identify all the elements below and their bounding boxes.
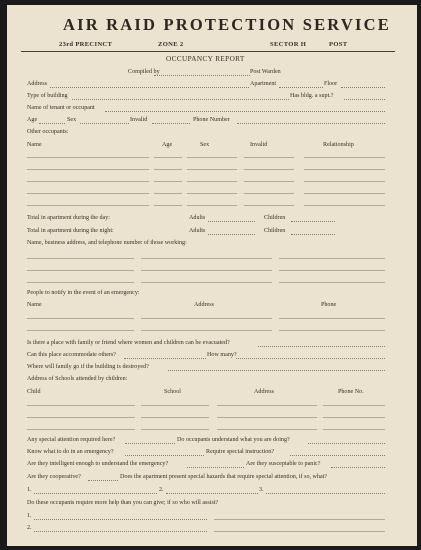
notify-line-r1-c1[interactable] [27,318,134,319]
invalid-label: Invalid [130,117,148,123]
school-line-r1-c3[interactable] [217,405,317,406]
working-label: Name, business address, and telephone number of those working: [27,240,187,246]
notify-line-r1-c3[interactable] [279,318,385,319]
destroyed-label: Where will family go if the building is destroyed? [27,364,149,370]
sector-label: SECTOR H [270,41,307,48]
tenant-name-field[interactable] [105,111,385,112]
phone-number-label: Phone Number [193,117,230,123]
working-line-r2-c2[interactable] [141,270,272,271]
occupants-header-sex: Sex [200,142,210,148]
help-2-field[interactable] [34,531,207,532]
school-line-r3-c1[interactable] [27,429,135,430]
working-line-r1-c2[interactable] [141,258,272,259]
occupant-line-r1-c2[interactable] [154,157,182,158]
help-2-label: 2. [27,525,32,531]
occupant-line-r3-c4[interactable] [244,181,294,182]
occupant-line-r2-c2[interactable] [154,169,182,170]
header-rule [21,51,395,52]
help-1-field[interactable] [34,519,207,520]
working-line-r2-c3[interactable] [279,270,385,271]
occupant-line-r4-c2[interactable] [154,193,182,194]
hazards-label: Does the apartment present special hazards that require special attention, if so, what? [120,474,328,480]
hazard-1-field[interactable] [34,493,157,494]
how-many-label: How many? [207,352,237,358]
evacuate-label: Is there a place with family or friend where women and children can be evacuated? [27,340,230,346]
occupant-line-r2-c1[interactable] [27,169,149,170]
occupant-line-r3-c1[interactable] [27,181,149,182]
occupant-line-r1-c1[interactable] [27,157,149,158]
phone-number-field[interactable] [237,123,385,124]
notify-line-r2-c3[interactable] [279,330,385,331]
occupant-line-r2-c3[interactable] [187,169,237,170]
type-of-building-label: Type of building [27,93,68,99]
hazard-3-label: 3. [259,487,264,493]
occupant-line-r2-c4[interactable] [244,169,294,170]
occupants-header-age: Age [162,142,173,148]
more-help-label: Do these occupants require more help than you can give; if so who will assist? [27,500,219,506]
compiled-by-field[interactable] [154,75,250,76]
help-1-label: 1. [27,513,32,519]
day-adults-field[interactable] [208,221,255,222]
destroyed-field[interactable] [168,370,385,371]
school-line-r2-c2[interactable] [141,417,209,418]
precinct-label: 23rd PRECINCT [59,41,113,48]
age-label: Age [27,117,38,123]
working-line-r2-c1[interactable] [27,270,134,271]
understand-field[interactable] [308,443,385,444]
notify-header-name: Name [27,302,42,308]
instruction-field[interactable] [290,455,385,456]
sex-field[interactable] [80,123,129,124]
total-night-label: Total in apartment during the night: [27,228,114,234]
panic-label: Are they susceptable to panic? [246,461,321,467]
occupant-line-r5-c1[interactable] [27,205,149,206]
hazard-1-label: 1. [27,487,32,493]
hazard-2-label: 2. [159,487,164,493]
address-field[interactable] [50,87,249,88]
notify-header-address: Address [194,302,214,308]
schools-header-child: Child [27,389,41,395]
type-of-building-field[interactable] [72,99,289,100]
occupant-line-r5-c2[interactable] [154,205,182,206]
post-label: POST [329,41,348,48]
total-day-label: Total in apartment during the day: [27,215,111,221]
invalid-field[interactable] [152,123,190,124]
notify-line-r2-c1[interactable] [27,330,134,331]
working-line-r3-c1[interactable] [27,282,134,283]
occupants-header-invalid: Invalid [250,142,268,148]
school-line-r2-c4[interactable] [323,417,385,418]
address-label: Address [27,81,47,87]
occupant-line-r4-c5[interactable] [304,193,385,194]
floor-label: Floor [324,81,338,87]
special-attention-field[interactable] [125,443,175,444]
school-line-r3-c3[interactable] [217,429,317,430]
instruction-label: Require special instruction? [206,449,275,455]
understand-label: Do occupants understand what you are doing? [177,437,290,443]
intelligent-label: Are they intelligent enough to understand the emergency? [27,461,169,467]
school-line-r1-c1[interactable] [27,405,135,406]
accommodate-label: Can this place accommodate others? [27,352,117,358]
occupant-line-r4-c4[interactable] [244,193,294,194]
working-line-r3-c2[interactable] [141,282,272,283]
schools-header-school: School [164,389,181,395]
occupant-line-r1-c3[interactable] [187,157,237,158]
school-line-r1-c2[interactable] [141,405,209,406]
notify-line-r2-c2[interactable] [141,330,272,331]
night-children-field[interactable] [291,234,335,235]
occupant-line-r3-c3[interactable] [187,181,237,182]
compiled-by-label: Compiled by [128,69,160,75]
occupant-line-r5-c5[interactable] [304,205,385,206]
other-occupants-label: Other occupants: [27,129,69,135]
school-line-r1-c4[interactable] [323,405,385,406]
day-adults-label: Adults [189,215,206,221]
occupant-line-r5-c3[interactable] [187,205,237,206]
notify-header-phone: Phone [321,302,337,308]
apartment-field[interactable] [279,87,323,88]
occupants-header-relationship: Relationship [323,142,354,148]
form-sheet [7,5,417,546]
schools-label: Address of Schools attended by children: [27,376,128,382]
help-2-field-b[interactable] [214,531,385,532]
school-line-r2-c1[interactable] [27,417,135,418]
hazard-2-field[interactable] [166,493,258,494]
occupant-line-r1-c5[interactable] [304,157,385,158]
has-supt-label: Has bldg. a supt.? [290,93,334,99]
occupant-line-r2-c5[interactable] [304,169,385,170]
day-children-label: Children [264,215,286,221]
working-line-r1-c3[interactable] [279,258,385,259]
post-warden-label: Post Warden [250,69,281,75]
panic-field[interactable] [331,467,385,468]
night-children-label: Children [264,228,286,234]
school-line-r3-c4[interactable] [323,429,385,430]
occupant-line-r1-c4[interactable] [244,157,294,158]
cooperative-field[interactable] [88,480,118,481]
cooperative-label: Are they cooperative? [27,474,81,480]
sex-label: Sex [67,117,77,123]
school-line-r2-c3[interactable] [217,417,317,418]
special-attention-label: Any special attention required here? [27,437,116,443]
emergency-field[interactable] [125,455,204,456]
occupant-line-r3-c2[interactable] [154,181,182,182]
occupant-line-r4-c1[interactable] [27,193,149,194]
night-adults-label: Adults [189,228,206,234]
tenant-name-label: Name of tenant or occupant [27,105,95,111]
emergency-label: Know what to do in an emergency? [27,449,114,455]
night-adults-field[interactable] [208,234,255,235]
how-many-field[interactable] [236,358,385,359]
occupant-line-r3-c5[interactable] [304,181,385,182]
has-supt-field[interactable] [344,99,385,100]
working-line-r3-c3[interactable] [279,282,385,283]
working-line-r1-c1[interactable] [27,258,134,259]
occupants-header-name: Name [27,142,42,148]
schools-header-phone: Phone No. [338,389,364,395]
day-children-field[interactable] [291,221,335,222]
report-title: OCCUPANCY REPORT [166,55,245,63]
occupant-line-r5-c4[interactable] [244,205,294,206]
help-1-field-b[interactable] [214,519,385,520]
intelligent-field[interactable] [187,467,244,468]
notify-line-r1-c2[interactable] [141,318,272,319]
occupant-line-r4-c3[interactable] [187,193,237,194]
schools-header-address: Address [254,389,274,395]
form-title: AIR RAID PROTECTION SERVICE [63,15,391,34]
accommodate-field[interactable] [124,358,206,359]
notify-label: People to notify in the event of an emergency: [27,290,140,296]
school-line-r3-c2[interactable] [141,429,209,430]
hazard-3-field[interactable] [266,493,385,494]
age-field[interactable] [39,123,65,124]
evacuate-field[interactable] [258,346,385,347]
zone-label: ZONE 2 [158,41,184,48]
apartment-label: Apartment [250,81,277,87]
floor-field[interactable] [341,87,385,88]
